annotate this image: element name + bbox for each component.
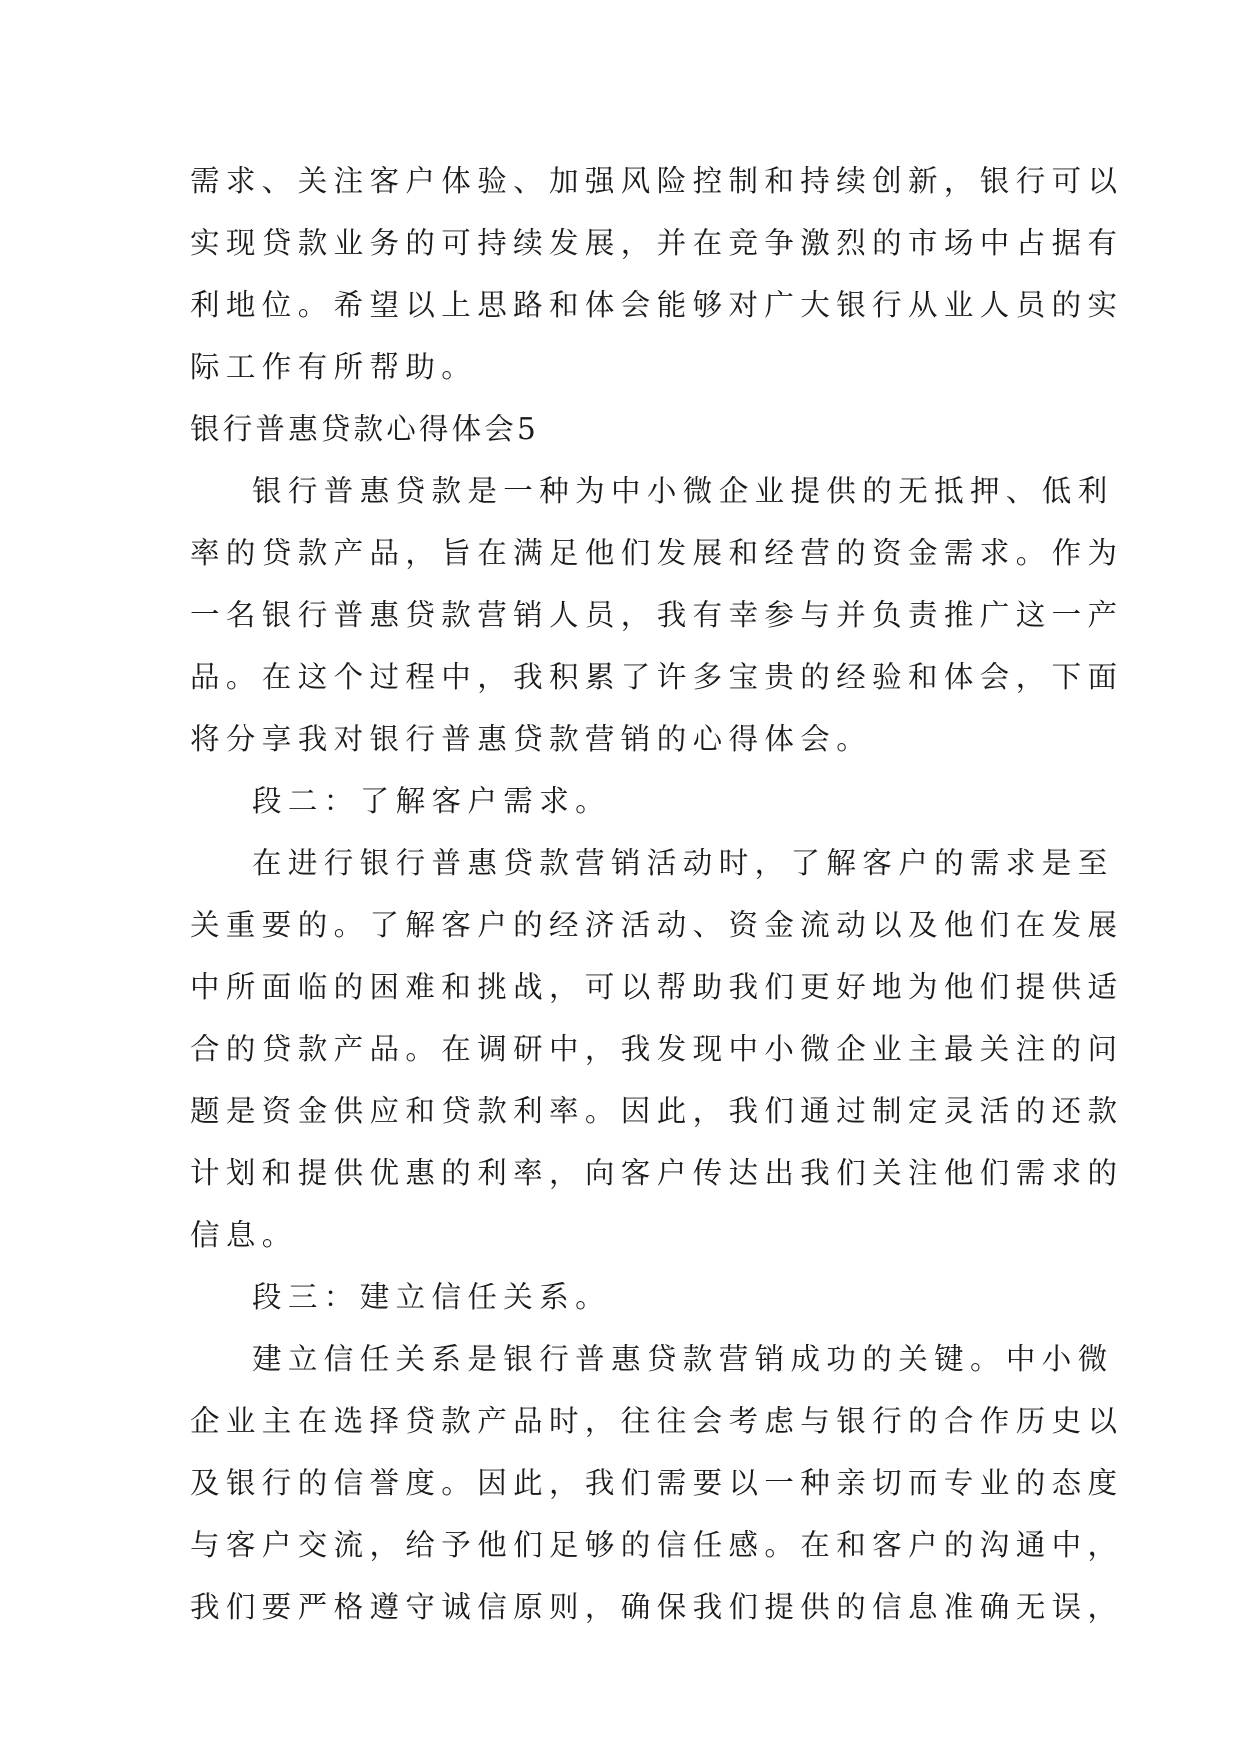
text-line: 与客户交流，给予他们足够的信任感。在和客户的沟通中， — [190, 1528, 1124, 1562]
text-line: 一名银行普惠贷款营销人员，我有幸参与并负责推广这一产 — [190, 598, 1124, 632]
text-line: 将分享我对银行普惠贷款营销的心得体会。 — [190, 722, 873, 756]
text-line: 及银行的信誉度。因此，我们需要以一种亲切而专业的态度 — [190, 1466, 1124, 1500]
text-line: 中所面临的困难和挑战，可以帮助我们更好地为他们提供适 — [190, 970, 1124, 1004]
text-line: 我们要严格遵守诚信原则，确保我们提供的信息准确无误， — [190, 1590, 1124, 1624]
text-line: 建立信任关系是银行普惠贷款营销成功的关键。中小微 — [252, 1342, 1114, 1376]
text-line: 题是资金供应和贷款利率。因此，我们通过制定灵活的还款 — [190, 1094, 1124, 1128]
text-line: 段二：了解客户需求。 — [252, 784, 612, 818]
text-line: 在进行银行普惠贷款营销活动时，了解客户的需求是至 — [252, 846, 1114, 880]
text-line: 品。在这个过程中，我积累了许多宝贵的经验和体会，下面 — [190, 660, 1124, 694]
text-line: 需求、关注客户体验、加强风险控制和持续创新，银行可以 — [190, 164, 1124, 198]
text-line: 银行普惠贷款是一种为中小微企业提供的无抵押、低利 — [252, 474, 1114, 508]
text-line: 实现贷款业务的可持续发展，并在竞争激烈的市场中占据有 — [190, 226, 1124, 260]
section-heading: 银行普惠贷款心得体会5 — [190, 412, 539, 446]
text-line: 合的贷款产品。在调研中，我发现中小微企业主最关注的问 — [190, 1032, 1124, 1066]
text-line: 际工作有所帮助。 — [190, 350, 478, 384]
text-line: 段三：建立信任关系。 — [252, 1280, 612, 1314]
document-body — [190, 150, 1124, 1638]
text-line: 关重要的。了解客户的经济活动、资金流动以及他们在发展 — [190, 908, 1124, 942]
text-line: 信息。 — [190, 1218, 298, 1252]
text-line: 计划和提供优惠的利率，向客户传达出我们关注他们需求的 — [190, 1156, 1124, 1190]
text-line: 利地位。希望以上思路和体会能够对广大银行从业人员的实 — [190, 288, 1124, 322]
text-line: 企业主在选择贷款产品时，往往会考虑与银行的合作历史以 — [190, 1404, 1124, 1438]
text-line: 率的贷款产品，旨在满足他们发展和经营的资金需求。作为 — [190, 536, 1124, 570]
